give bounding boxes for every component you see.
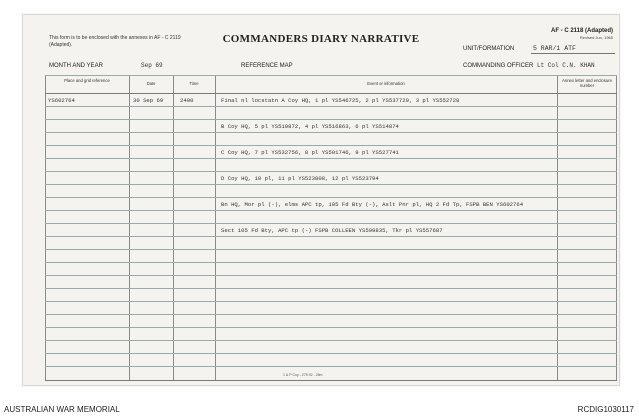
table-border xyxy=(45,75,46,381)
ruled-line xyxy=(45,340,617,341)
ruled-line xyxy=(45,236,617,237)
column-header-event: Event or information xyxy=(367,81,405,86)
event-line: C Coy HQ, 7 pl YS532756, 8 pl YS501746, 9 pl YS527741 xyxy=(221,149,399,156)
diary-sheet xyxy=(22,14,620,386)
form-revised: Revised Jun, 1965 xyxy=(579,35,613,40)
column-header-place: Place and grid reference xyxy=(64,78,110,83)
commanding-officer-label: COMMANDING OFFICER xyxy=(463,63,534,69)
column-divider xyxy=(129,75,130,381)
ruled-line xyxy=(45,197,617,198)
commanding-officer-value: Lt Col C.N. KHAN xyxy=(537,62,595,69)
archive-reference: RCDIG1030117 xyxy=(577,405,634,414)
ruled-line xyxy=(45,275,617,276)
diary-table xyxy=(45,75,617,381)
unit-value: 5 RAR/1 ATF xyxy=(533,45,576,52)
ruled-line xyxy=(45,262,617,263)
print-footer: 1 & P Coy - 275 92 - 25m xyxy=(283,373,323,377)
unit-label: UNIT/FORMATION xyxy=(463,46,515,52)
ruled-line xyxy=(45,366,617,367)
reference-map-label: REFERENCE MAP xyxy=(241,63,293,69)
ruled-line xyxy=(45,223,617,224)
month-label: MONTH AND YEAR xyxy=(49,63,103,69)
entry-date: 30 Sep 69 xyxy=(133,97,164,104)
event-line: Sect 105 Fd Bty, APC tp (-) FSPB COLLEEN YS599835, Tkr pl YS557687 xyxy=(221,227,443,234)
ruled-line xyxy=(45,327,617,328)
table-border xyxy=(616,75,617,381)
column-header-time: Time xyxy=(189,81,199,86)
form-title: COMMANDERS DIARY NARRATIVE xyxy=(222,33,420,45)
column-divider xyxy=(557,75,558,381)
month-value: Sep 69 xyxy=(141,62,163,69)
ruled-line xyxy=(45,145,617,146)
ruled-line xyxy=(45,171,617,172)
ruled-line xyxy=(45,301,617,302)
ruled-line xyxy=(45,210,617,211)
column-divider xyxy=(215,75,216,381)
table-top-border xyxy=(45,75,617,76)
event-line: Final nl locstatn A Coy HQ, 1 pl YS546725, 2 pl YS537729, 3 pl YS552728 xyxy=(221,97,460,104)
form-number: AF - C 2118 (Adapted) xyxy=(550,28,613,34)
event-line: D Coy HQ, 10 pl, 11 pl YS523808, 12 pl YS523794 xyxy=(221,175,379,182)
table-bottom-border xyxy=(45,380,617,381)
column-header-annex: Annex letter and enclosure number xyxy=(562,78,612,88)
ruled-line xyxy=(45,158,617,159)
enclosure-note: This form is to be enclosed with the annexes in AF - C 2119 (Adapted). xyxy=(49,35,181,48)
ruled-line xyxy=(45,249,617,250)
event-line: Bn HQ, Mor pl (-), elms APC tp, 105 Fd Bty (-), Aslt Pnr pl, HQ 2 Fd Tp, FSPB BEN YS602764 xyxy=(221,201,524,208)
ruled-line xyxy=(45,184,617,185)
ruled-line xyxy=(45,314,617,315)
ruled-line xyxy=(45,119,617,120)
archive-credit: AUSTRALIAN WAR MEMORIAL xyxy=(4,405,120,414)
ruled-line xyxy=(45,106,617,107)
header-divider xyxy=(45,93,617,94)
ruled-line xyxy=(45,353,617,354)
unit-underline xyxy=(531,53,615,54)
ruled-line xyxy=(45,288,617,289)
entry-place: YS602764 xyxy=(48,97,75,104)
ruled-line xyxy=(45,132,617,133)
event-line: B Coy HQ, 5 pl YS510872, 4 pl YS516863, 6 pl YS514874 xyxy=(221,123,399,130)
column-header-date: Date xyxy=(146,81,156,86)
column-divider xyxy=(173,75,174,381)
entry-time: 2400 xyxy=(180,97,194,104)
